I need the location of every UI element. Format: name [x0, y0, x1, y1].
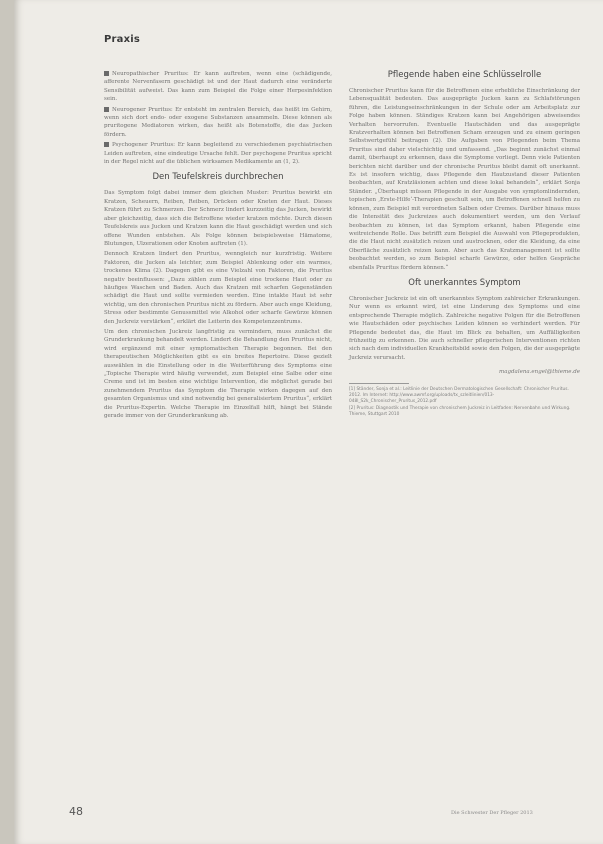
- references: [349, 387, 580, 418]
- paragraph: Dennoch Kratzen lindert den Pruritus, wenngleich nur kurzfristig. Weitere Faktoren, die Jucken als leichter, zum Beispiel Ablenkung oder ein warmes, trockenes Klima (2). Dagegen gibt es eine Vielzahl von Faktoren, die Pruritus negativ beeinflussen: „Dazu zählen zum Beispiel eine trockene Haut oder zu häufiges Waschen und Baden. Auch das Kratzen mit scharfen Gegenständen schädigt die Haut und sollte vermieden werden. Eine intakte Haut ist sehr wichtig, um den chronischen Pruritus nicht zu fördern. Aber auch enge Kleidung, Stress oder bestimmte Genussmittel wie Alkohol oder scharfe Gewürze können den Juckreiz verstärken“, erklärt die Leiterin des Kompetenzzentrums.: [104, 251, 332, 325]
- section-heading: Den Teufelskreis durchbrechen: [152, 172, 284, 183]
- section-rubric: Praxis: [104, 34, 141, 45]
- square-bullet-icon: [104, 142, 109, 147]
- paragraph: Chronischer Juckreiz ist ein oft unerkanntes Symptom zahlreicher Erkrankungen. Nur wenn es erkannt wird, ist eine Linderung des Symptoms und eine entsprechende Therapie möglich. Zahlreiche negative Folgen für die Betroffenen wie Hautschäden oder psychisches Leiden können so verhindert werden. Für Pflegende bedeutet das, die Haut im Blick zu behalten, um Auffälligkeiten frühzeitig zu erkennen. Die auch schneller pflegerischen Interventionen richten sich nach dem individuellen Krankheitsbild sowie den Folgen, die der ausgeprägte Juckreiz verursacht.: [349, 295, 580, 361]
- paragraph: Chronischer Pruritus kann für die Betroffenen eine erhebliche Einschränkung der Lebensqualität bedeuten. Das ausgeprägte Jucken kann zu Schlafstörungen führen, die Leistungseinschränkungen in der Schule oder am Arbeitsplatz zur Folge haben können. Ständiges Kratzen kann bei Angehörigen abweisendes Verhalten hervorrufen. Eventuelle Hautschäden und das ausgeprägte Kratzverhalten können bei Betroffenen Scham erzeugen und zu einem geringen Selbstwertgefühl beitragen (2). Die Aufgaben von Pflegenden beim Thema Pruritus sind daher vielschichtig und umfassend. „Das beginnt zunächst einmal damit, überhaupt zu erkennen, dass die Symptome vorliegt. Denn viele Patienten berichten nicht darüber und der chronische Pruritus bleibt damit oft unerkannt. Es ist insofern wichtig, dass Pflegende den Hautzustand dieser Patienten beobachten, auf Kratzläsionen achten und diese lokal behandeln“, erklärt Sonja Ständer. „Überhaupt müssen Pflegende in der Ausgabe von symptomlindernden, topischen ‚Erste-Hilfe‘-Therapien geschult sein, um Betroffenen schnell helfen zu können, zum Beispiel mit verordneten Salben oder Cremes. Darüber hinaus muss die Intensität des Juckreizes auch dokumentiert werden, um den Verlauf beobachten zu können, ist das Symptom erkannt, haben Pflegende eine weitreichende Rolle. Das betrifft zum Beispiel die Auswahl von Pflegeprodukten, die die Haut nicht zusätzlich reizen und austrocknen, oder die Kleidung, da eine Oberfläche zusätzlich reizen kann. Aber auch das Kratzmanagement ist sollte beobachtet werden, so zum Beispiel scharfe Gewürze, oder helfen Gespräche ebenfalls Pruritus fördern können.“: [349, 88, 580, 271]
- right-column: [349, 70, 580, 419]
- reference-item: [1] Ständer, Sonja et al.: Leitlinie der Deutschen Dermatologischen Gesellschaft: Chronischer Pruritus. 2012. Im Internet: http://www.awmf.org/uploads/tx_szleitlinien/013-048l_S2k_Chronischer_Pruritus_2012.pdf: [349, 386, 569, 404]
- paragraph: Neurogener Pruritus: Er entsteht im zentralen Bereich, das heißt im Gehirn, wenn sich dort endo- oder exogene Substanzen ansammeln. Diese können als pruritogene Mediatoren wirken, das heißt als Botenstoffe, die das Jucken fördern.: [104, 106, 332, 138]
- section-heading: Oft unerkanntes Symptom: [408, 277, 521, 288]
- magazine-page: [14, 0, 603, 844]
- paragraph: Das Symptom folgt dabei immer dem gleichen Muster: Pruritus bewirkt ein Kratzen, Scheuern, Reiben, Reiben, Drücken oder Kneten der Haut. Dieses Kratzen führt zu Schmerzen. Der Schmerz lindert kurzzeitig das Jucken, bewirkt aber gleichzeitig, dass sich die Betroffene wieder kratzen möchte. Durch diesen Teufelskreis aus Jucken und Kratzen kann die Haut geschädigt werden und sich offene Wunden entstehen. Als Folge können beispielsweise Hämatome, Blutungen, Ulzerationen oder Knoten auftreten (1).: [104, 190, 332, 247]
- square-bullet-icon: [104, 107, 109, 112]
- paragraph: Neuropathischer Pruritus: Er kann auftreten, wenn eine (schädigende, afferente Nervenfasern geschädigt ist und der Haut dadurch eine veränderte Sensibilität aufweist. Das kann zum Beispiel die Folge einer Herpesinfektion sein.: [104, 71, 332, 103]
- left-column: [104, 70, 332, 422]
- author-email: magdalena.engel@thieme.de: [499, 369, 580, 376]
- reference-item: [2] Pruritus: Diagnostik und Therapie von chronischem Juckreiz in Leitfaden: Nervenbahn und Wirkung. Thieme, Stuttgart 2010: [349, 405, 571, 417]
- paragraph: Um den chronischen Juckreiz langfristig zu vermindern, muss zunächst die Grunderkrankung behandelt werden. Lindert die Behandlung den Pruritus nicht, wird ergänzend mit einer symptomatischen Therapie begonnen. Bei den therapeutischen Möglichkeiten gibt es ein breites Repertoire. Diese gezielt auswählen in die Einstellung oder in die Weiterführung des Symptoms eine „Topische Therapie wird häufig verwendet, zum Beispiel eine Salbe oder eine Creme und ist im besten eine wichtige Intervention, die möglichst gerade bei zunehmendem Pruritus das Symptom die Therapie wirken dagegen auf den gesamten Organismus und sind notwendig bei generalisiertem Pruritus“, erklärt die Pruritus-Expertin. Welche Therapie im Einzelfall hilft, hängt bei Stände gerade immer von der Grunderkrankung ab.: [104, 328, 332, 420]
- journal-footer: Die Schwester Der Pfleger 2013: [451, 810, 533, 816]
- section-heading: Pflegende haben eine Schlüsselrolle: [387, 70, 542, 80]
- divider: [349, 383, 409, 384]
- paragraph: Psychogener Pruritus: Er kann begleitend zu verschiedenen psychiatrischen Leiden auftreten, eine eindeutige Ursache fehlt. Der psychogene Pruritus spricht in der Regel nicht auf die üblichen wirksamen Medikamente an (1, 2).: [104, 142, 332, 166]
- page-number: 48: [69, 805, 83, 818]
- square-bullet-icon: [104, 71, 109, 76]
